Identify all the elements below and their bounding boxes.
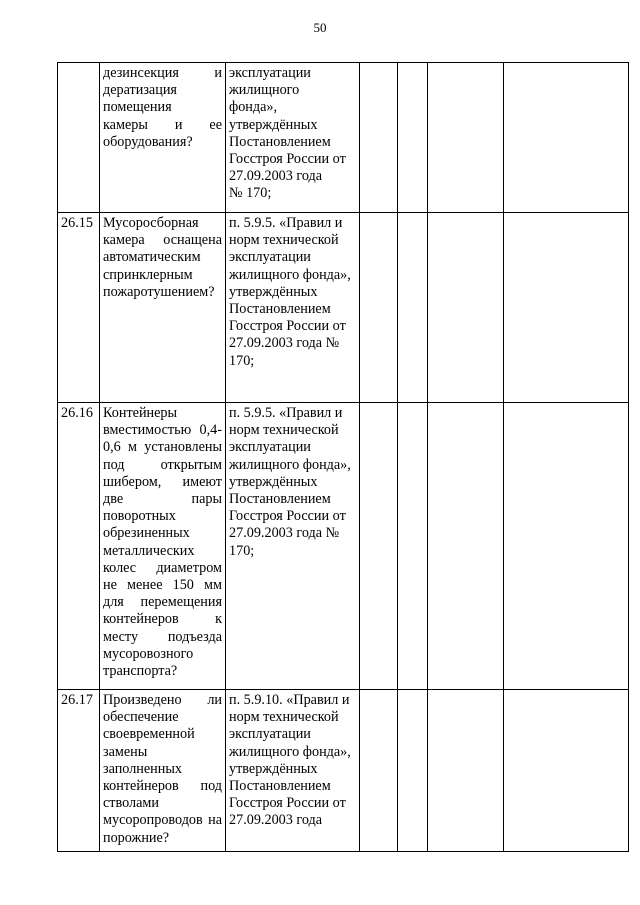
empty-cell [398, 63, 428, 213]
table-row [58, 690, 629, 852]
empty-cell [360, 213, 398, 403]
reference-cell: п. 5.9.5. «Правил и норм технической эксплуатации жилищного фонда», утверждённых Постановлением Госстроя России от 27.09.2003 года № 170; [226, 213, 360, 403]
table-row [58, 63, 629, 213]
checklist-table [57, 62, 629, 852]
reference-cell: п. 5.9.5. «Правил и норм технической эксплуатации жилищного фонда», утверждённых Постановлением Госстроя России от 27.09.2003 года № 170; [226, 403, 360, 690]
row-number: 26.16 [58, 403, 100, 690]
table-row [58, 403, 629, 690]
empty-cell [398, 690, 428, 852]
question-cell: Мусоросборная камера оснащена автоматическим спринклерным пожаротушением? [100, 213, 226, 403]
reference-cell: п. 5.9.10. «Правил и норм технической эксплуатации жилищного фонда», утверждённых Постановлением Госстроя России от 27.09.2003 года [226, 690, 360, 852]
empty-cell [504, 403, 629, 690]
empty-cell [360, 63, 398, 213]
question-cell: дезинсекция и дератизация помещения камеры и ее оборудования? [100, 63, 226, 213]
empty-cell [428, 690, 504, 852]
empty-cell [428, 63, 504, 213]
row-number [58, 63, 100, 213]
table-row [58, 213, 629, 403]
empty-cell [504, 63, 629, 213]
empty-cell [360, 403, 398, 690]
empty-cell [504, 690, 629, 852]
empty-cell [428, 213, 504, 403]
row-number: 26.17 [58, 690, 100, 852]
page-number: 50 [313, 20, 327, 35]
row-number: 26.15 [58, 213, 100, 403]
empty-cell [504, 213, 629, 403]
empty-cell [398, 213, 428, 403]
empty-cell [360, 690, 398, 852]
empty-cell [398, 403, 428, 690]
reference-cell: эксплуатации жилищного фонда», утверждённых Постановлением Госстроя России от 27.09.2003 года № 170; [226, 63, 360, 213]
empty-cell [428, 403, 504, 690]
question-cell: Произведено ли обеспечение своевременной замены заполненных контейнеров под стволами мусоропроводов на порожние? [100, 690, 226, 852]
question-cell: Контейнеры вместимостью 0,4-0,6 м установлены под открытым шибером, имеют две пары поворотных обрезиненных металлических колес диаметром не менее 150 мм для перемещения контейнеров к месту подъезда мусоровозного транспорта? [100, 403, 226, 690]
